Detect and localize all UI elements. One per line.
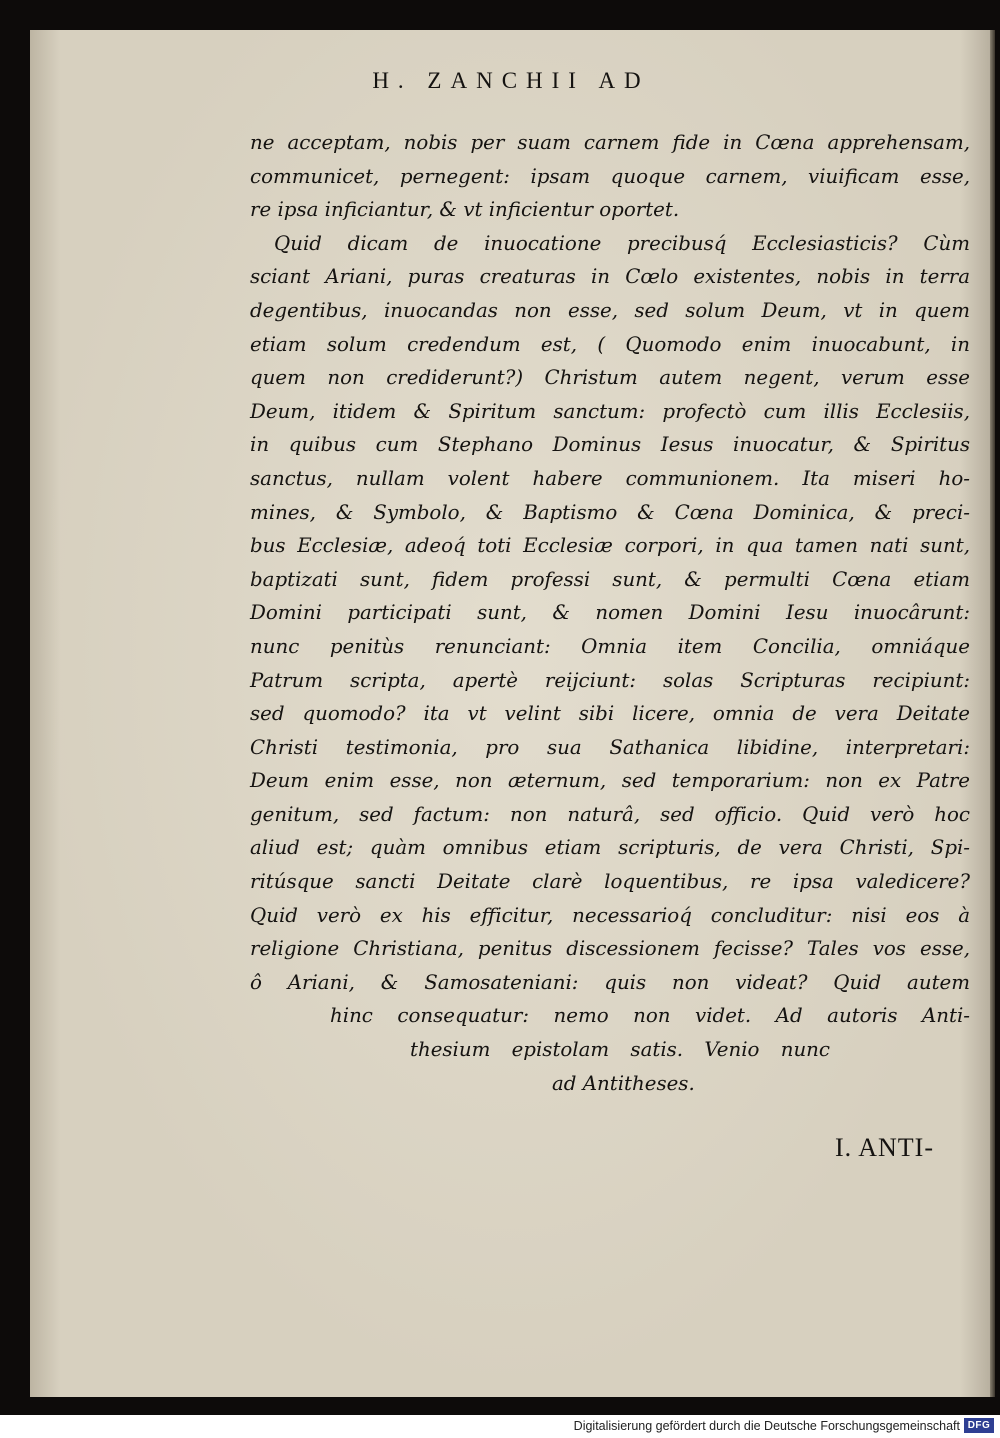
text-line: sciant Ariani, puras creaturas in Cœlo existentes, nobis in terra (250, 265, 970, 289)
dfg-logo: DFG (964, 1418, 994, 1433)
text-line: Quid verò ex his efficitur, necessarioq́ concluditur: nisi eos à (250, 903, 970, 927)
text-line: baptizati sunt, fidem professi sunt, & permulti Cœna etiam (250, 567, 970, 591)
text-line: hinc consequatur: nemo non videt. Ad autoris Anti- (330, 1004, 970, 1028)
text-line: Patrum scripta, apertè reijciunt: solas Scripturas recipiunt: (250, 668, 970, 692)
footer-bar (0, 1415, 1000, 1438)
text-line: ritúsque sancti Deitate clarè loquentibus, re ipsa valedicere? (250, 870, 970, 894)
text-line: re ipsa inficiantur, & vt inficientur oportet. (250, 198, 680, 222)
text-line: Christi testimonia, pro sua Sathanica libidine, interpretari: (250, 735, 970, 759)
text-line: sanctus, nullam volent habere communionem. Ita miseri ho- (250, 466, 970, 490)
text-line: nunc penitùs renunciant: Omnia item Concilia, omniáque (250, 634, 970, 658)
text-line: mines, & Symbolo, & Baptismo & Cœna Dominica, & preci- (250, 500, 970, 524)
text-line: thesium epistolam satis. Venio nunc (410, 1038, 830, 1062)
text-line: ô Ariani, & Samosateniani: quis non videat? Quid autem (250, 970, 970, 994)
body-text (250, 126, 970, 1100)
text-line: genitum, sed factum: non naturâ, sed officio. Quid verò hoc (250, 802, 970, 826)
funding-credit: Digitalisierung gefördert durch die Deutsche Forschungsgemeinschaft (573, 1419, 960, 1433)
text-line: Domini participati sunt, & nomen Domini Iesu inuocârunt: (250, 601, 970, 625)
text-line: degentibus, inuocandas non esse, sed solum Deum, vt in quem (250, 298, 970, 322)
text-line: sed quomodo? ita vt velint sibi licere, omnia de vera Deitate (250, 702, 970, 726)
text-line: Deum enim esse, non æternum, sed temporarium: non ex Patre (250, 769, 970, 793)
catchword: I. ANTI- (835, 1133, 934, 1162)
book-page (30, 30, 992, 1397)
text-line: Quid dicam de inuocatione precibusq́ Ecclesiasticis? Cùm (274, 231, 970, 255)
text-line: Deum, itidem & Spiritum sanctum: profectò cum illis Ecclesiis, (250, 399, 970, 423)
text-line: bus Ecclesiæ, adeoq́ toti Ecclesiæ corpori, in qua tamen nati sunt, (250, 534, 970, 558)
text-line: ne acceptam, nobis per suam carnem fide in Cœna apprehensam, (250, 131, 970, 154)
text-line: ad Antitheses. (552, 1071, 695, 1095)
text-line: communicet, pernegent: ipsam quoque carnem, viuificam esse, (250, 164, 970, 188)
text-line: aliud est; quàm omnibus etiam scripturis, de vera Christi, Spi- (250, 836, 970, 860)
text-line: in quibus cum Stephano Dominus Iesus inuocatur, & Spiritus (250, 433, 970, 457)
running-head: H. ZANCHII AD (372, 68, 650, 93)
page-edge (990, 30, 995, 1397)
text-line: religione Christiana, penitus discessionem fecisse? Tales vos esse, (250, 937, 970, 961)
text-line: quem non crediderunt?) Christum autem negent, verum esse (250, 366, 970, 390)
text-line: etiam solum credendum est, ( Quomodo enim inuocabunt, in (250, 332, 970, 356)
